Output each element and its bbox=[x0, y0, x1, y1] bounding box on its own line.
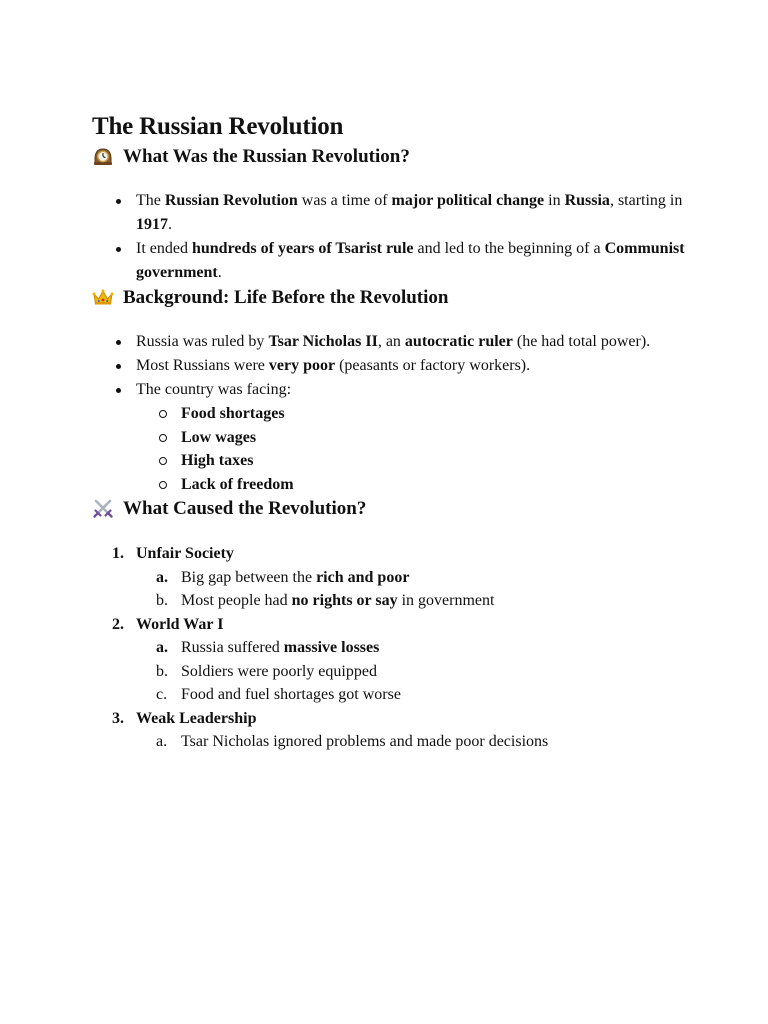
section-heading-what-was bbox=[92, 144, 692, 170]
list-item: 2. World War I a. Russia suffered massive losses b. Soldiers were poorly equipped c. Food and fuel shortages got worse bbox=[92, 613, 692, 707]
list-item: Lack of freedom bbox=[136, 473, 692, 497]
list-item: b. Soldiers were poorly equipped bbox=[156, 662, 377, 680]
list-item: Low wages bbox=[136, 426, 692, 450]
list-item: Food shortages bbox=[136, 402, 692, 426]
list-item: 1. Unfair Society a. Big gap between the rich and poor b. Most people had no rights or say in government bbox=[92, 542, 692, 613]
sub-bullet-list bbox=[136, 402, 692, 496]
crossed-swords-icon bbox=[92, 497, 114, 519]
section-heading-text: What Caused the Revolution? bbox=[123, 498, 367, 519]
list-item: It ended hundreds of years of Tsarist rule and led to the beginning of a Communist government. bbox=[92, 237, 692, 285]
list-item: Most Russians were very poor (peasants or factory workers). bbox=[92, 354, 692, 378]
list-item: c. Food and fuel shortages got worse bbox=[156, 686, 401, 703]
mantelpiece-clock-icon bbox=[92, 145, 114, 167]
list-item: The Russian Revolution was a time of major political change in Russia, starting in 1917. bbox=[92, 189, 692, 237]
document-title: The Russian Revolution bbox=[92, 113, 344, 140]
list-number: 2. bbox=[112, 615, 124, 633]
list-item: Russia was ruled by Tsar Nicholas II, an autocratic ruler (he had total power). bbox=[92, 330, 692, 354]
section-heading-causes bbox=[92, 496, 692, 522]
sub-list bbox=[136, 566, 692, 613]
document-page bbox=[92, 110, 692, 754]
sub-list bbox=[136, 636, 692, 707]
list-number: 3. bbox=[112, 709, 124, 727]
list-item: a. Russia suffered massive losses bbox=[156, 639, 380, 656]
list-item: b. Most people had no rights or say in government bbox=[156, 592, 495, 609]
sub-list bbox=[136, 730, 692, 754]
list-item: The country was facing: Food shortages Low wages High taxes Lack of freedom bbox=[92, 378, 692, 496]
section-heading-background bbox=[92, 285, 692, 311]
numbered-list bbox=[92, 542, 692, 754]
list-item: High taxes bbox=[136, 449, 692, 473]
list-item: a. Tsar Nicholas ignored problems and made poor decisions bbox=[156, 733, 549, 750]
crown-icon bbox=[92, 286, 114, 308]
bullet-list bbox=[92, 189, 692, 285]
list-number: 1. bbox=[112, 545, 124, 562]
list-item: 3. Weak Leadership a. Tsar Nicholas ignored problems and made poor decisions bbox=[92, 707, 692, 754]
list-item: a. Big gap between the rich and poor bbox=[156, 568, 410, 586]
section-heading-text: What Was the Russian Revolution? bbox=[123, 146, 410, 167]
bullet-list bbox=[92, 330, 692, 496]
section-heading-text: Background: Life Before the Revolution bbox=[123, 287, 449, 308]
